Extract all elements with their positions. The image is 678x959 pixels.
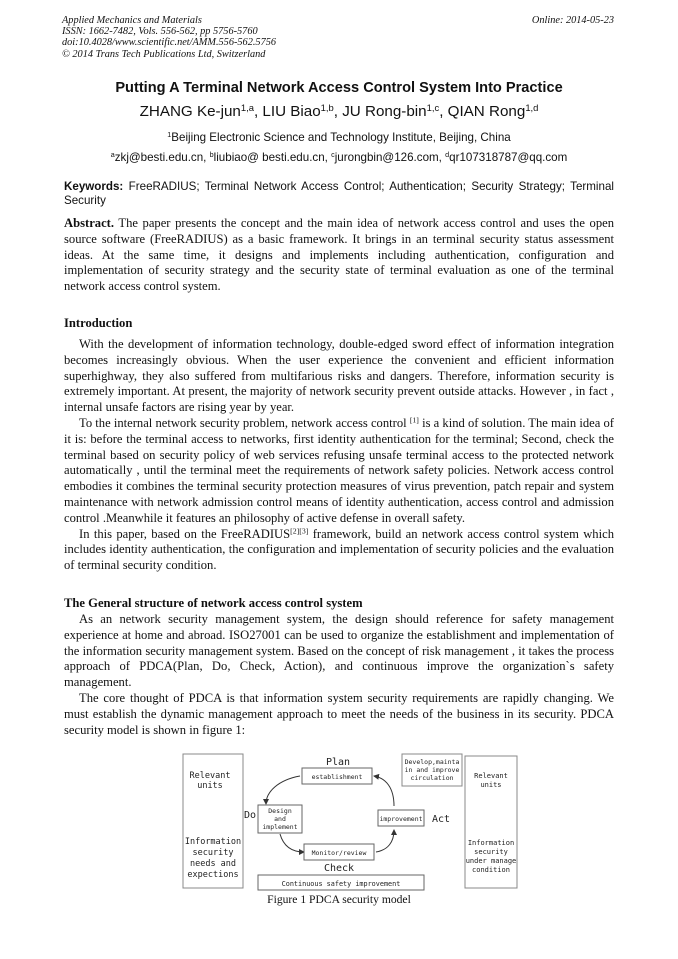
figure-caption: Figure 1 PDCA security model xyxy=(267,893,411,906)
left-bottom-line: security xyxy=(192,848,234,858)
author-name: ZHANG Ke-jun xyxy=(139,103,241,120)
issn-line: ISSN: 1662-7482, Vols. 556-562, pp 5756-5760 xyxy=(62,26,258,38)
left-bottom-line: expections xyxy=(187,870,239,880)
right-top-line: Relevant xyxy=(474,772,508,780)
plan-box-text: establishment xyxy=(311,773,363,781)
right-bottom-line: Information xyxy=(467,839,515,847)
do-box-line: implement xyxy=(262,823,298,831)
section-heading-introduction: Introduction xyxy=(64,316,133,330)
do-box-line: and xyxy=(274,815,286,823)
section-heading-general-structure: The General structure of network access control system xyxy=(64,596,363,610)
email-sup: d xyxy=(445,150,450,160)
left-bottom-line: needs and xyxy=(189,859,237,869)
develop-line: circulation xyxy=(410,774,454,782)
copyright-line: © 2014 Trans Tech Publications Ltd, Switzerland xyxy=(62,48,266,60)
email-link[interactable]: zkj@besti.edu.cn, xyxy=(114,151,207,164)
email-sup: c xyxy=(331,150,335,160)
author-list: ZHANG Ke-jun$^{1,a}$, LIU Biao$^{1,b}$, JU Rong-bin$^{1,c}$, QIAN Rong$^{1,d}$ xyxy=(139,101,539,120)
email-link[interactable]: qr107318787@qq.com xyxy=(449,151,568,164)
author-sup: 1,d xyxy=(525,101,539,113)
intro-paragraph-3 xyxy=(64,527,614,574)
abstract xyxy=(64,216,614,295)
right-bottom-line: security xyxy=(474,848,508,856)
section2-paragraph-2: The core thought of PDCA is that information system security requirements are rapidly changing. We must establish the dynamic management approach to meet the needs of the business in its security. PDCA security model is shown in figure 1: xyxy=(64,690,614,737)
section2-paragraph-1: As an network security management system, the design should reference for safety management experience at home and abroad. ISO27001 can be used to organize the establishment and implementation of the information security management system. Based on the concept of risk management , it takes the process approach of PDCA(Plan, Do, Check, Action), and continuous improve the organization`s safety management. xyxy=(64,612,614,690)
pdca-figure xyxy=(180,748,520,894)
email-link[interactable]: jurongbin@126.com, xyxy=(334,151,442,164)
journal-name: Applied Mechanics and Materials xyxy=(62,15,202,26)
keywords xyxy=(64,180,614,208)
right-bottom-line: under manage xyxy=(465,857,517,865)
citation-ref: [1] xyxy=(409,415,419,425)
cycle-arrow-plan-do xyxy=(266,776,300,804)
develop-line: Develop,mainta xyxy=(404,758,460,766)
author-sup: 1,a xyxy=(240,101,254,113)
intro-p2-text: To the internal network security problem, network access control xyxy=(79,415,407,430)
intro-p3-text: In this paper, based on the FreeRADIUS xyxy=(79,526,291,541)
author-sup: 1,c xyxy=(426,101,440,113)
email-sup: b xyxy=(209,150,214,160)
act-label: Act xyxy=(431,814,451,825)
author-name: QIAN Rong xyxy=(447,103,526,120)
author-name: JU Rong-bin xyxy=(342,103,427,120)
left-top-line: Relevant xyxy=(189,771,231,781)
abstract-label: Abstract. xyxy=(64,216,115,230)
author-sup: 1,b xyxy=(320,101,334,113)
intro-p2-text: is a kind of solution. The main idea of it is: before the terminal access to networks, first identity authentication for the terminal; Second, check the terminal based on security policy of web services refusing unsafe terminal access to the protected network automatically , until the terminal meet the requirements of network safety policies. Network access control embodies it combines the terminal security protection measures of virus prevention, patch repair and system maintenance with network admission control means of identity authentication, access control and admission control .Meanwhile it features an philosophy of active defense in overall safety. xyxy=(64,415,615,525)
author-name: LIU Biao xyxy=(262,103,321,120)
email-sup: a xyxy=(110,150,115,160)
act-box-text: improvement xyxy=(379,815,423,823)
develop-line: in and improve xyxy=(404,766,460,774)
check-box-text: Monitor/review xyxy=(311,849,367,857)
do-label: Do xyxy=(243,810,257,821)
plan-label: Plan xyxy=(325,757,351,768)
continuous-improvement-text: Continuous safety improvement xyxy=(281,880,401,888)
email-link[interactable]: liubiao@ besti.edu.cn, xyxy=(213,151,328,164)
cycle-arrow-check-act xyxy=(376,830,394,852)
keywords-text: FreeRADIUS; Terminal Network Access Control; Authentication; Security Strategy; Terminal Security xyxy=(64,180,614,207)
email-list xyxy=(0,151,678,164)
affiliation-sup: 1 xyxy=(167,130,172,140)
affiliation xyxy=(0,131,678,144)
check-label: Check xyxy=(323,863,355,874)
cycle-arrow-act-plan xyxy=(374,776,394,806)
intro-paragraph-2 xyxy=(64,416,614,527)
abstract-text: The paper presents the concept and the main idea of network access control and uses the open source software (FreeRADIUS) as a basic framework. It brings in an terminal security status assessment ideas. At the same time, it designs and implements including authentication, configuration and implementation of security strategy and the security state of terminal evaluation as one of the terminal network access control system. xyxy=(64,216,615,294)
do-box-line: Design xyxy=(268,807,292,815)
journal-header xyxy=(62,15,614,60)
paper-title: Putting A Terminal Network Access Control System Into Practice xyxy=(115,80,563,96)
intro-paragraph-1: With the development of information technology, double-edged sword effect of information integration becomes increasingly obvious. When the user experience the convenient and efficient information superhighway, they also suffered from multifarious risks and dangers. Therefore, information security is extremely important. At present, the majority of network security prevent outside attacks. However , in fact , internal unsafe factors are rising year by year. xyxy=(64,337,614,415)
doi-line: doi:10.4028/www.scientific.net/AMM.556-562.5756 xyxy=(62,37,277,49)
right-bottom-line: condition xyxy=(472,866,510,874)
intro-p3-text: framework, build an network access control system which includes identity authentication, the configuration and implementation of security policies and the evaluation of terminal security condition. xyxy=(64,526,614,573)
cycle-arrow-do-check xyxy=(280,834,304,852)
citation-ref: [2][3] xyxy=(290,526,309,536)
keywords-label: Keywords: xyxy=(64,180,124,193)
section2-body xyxy=(64,612,614,738)
left-bottom-line: Information xyxy=(184,837,242,847)
affiliation-text: Beijing Electronic Science and Technology Institute, Beijing, China xyxy=(171,131,511,144)
online-date: Online: 2014-05-23 xyxy=(531,15,614,26)
introduction-body xyxy=(64,337,614,574)
left-top-line: units xyxy=(197,781,223,791)
right-top-line: units xyxy=(480,781,502,789)
